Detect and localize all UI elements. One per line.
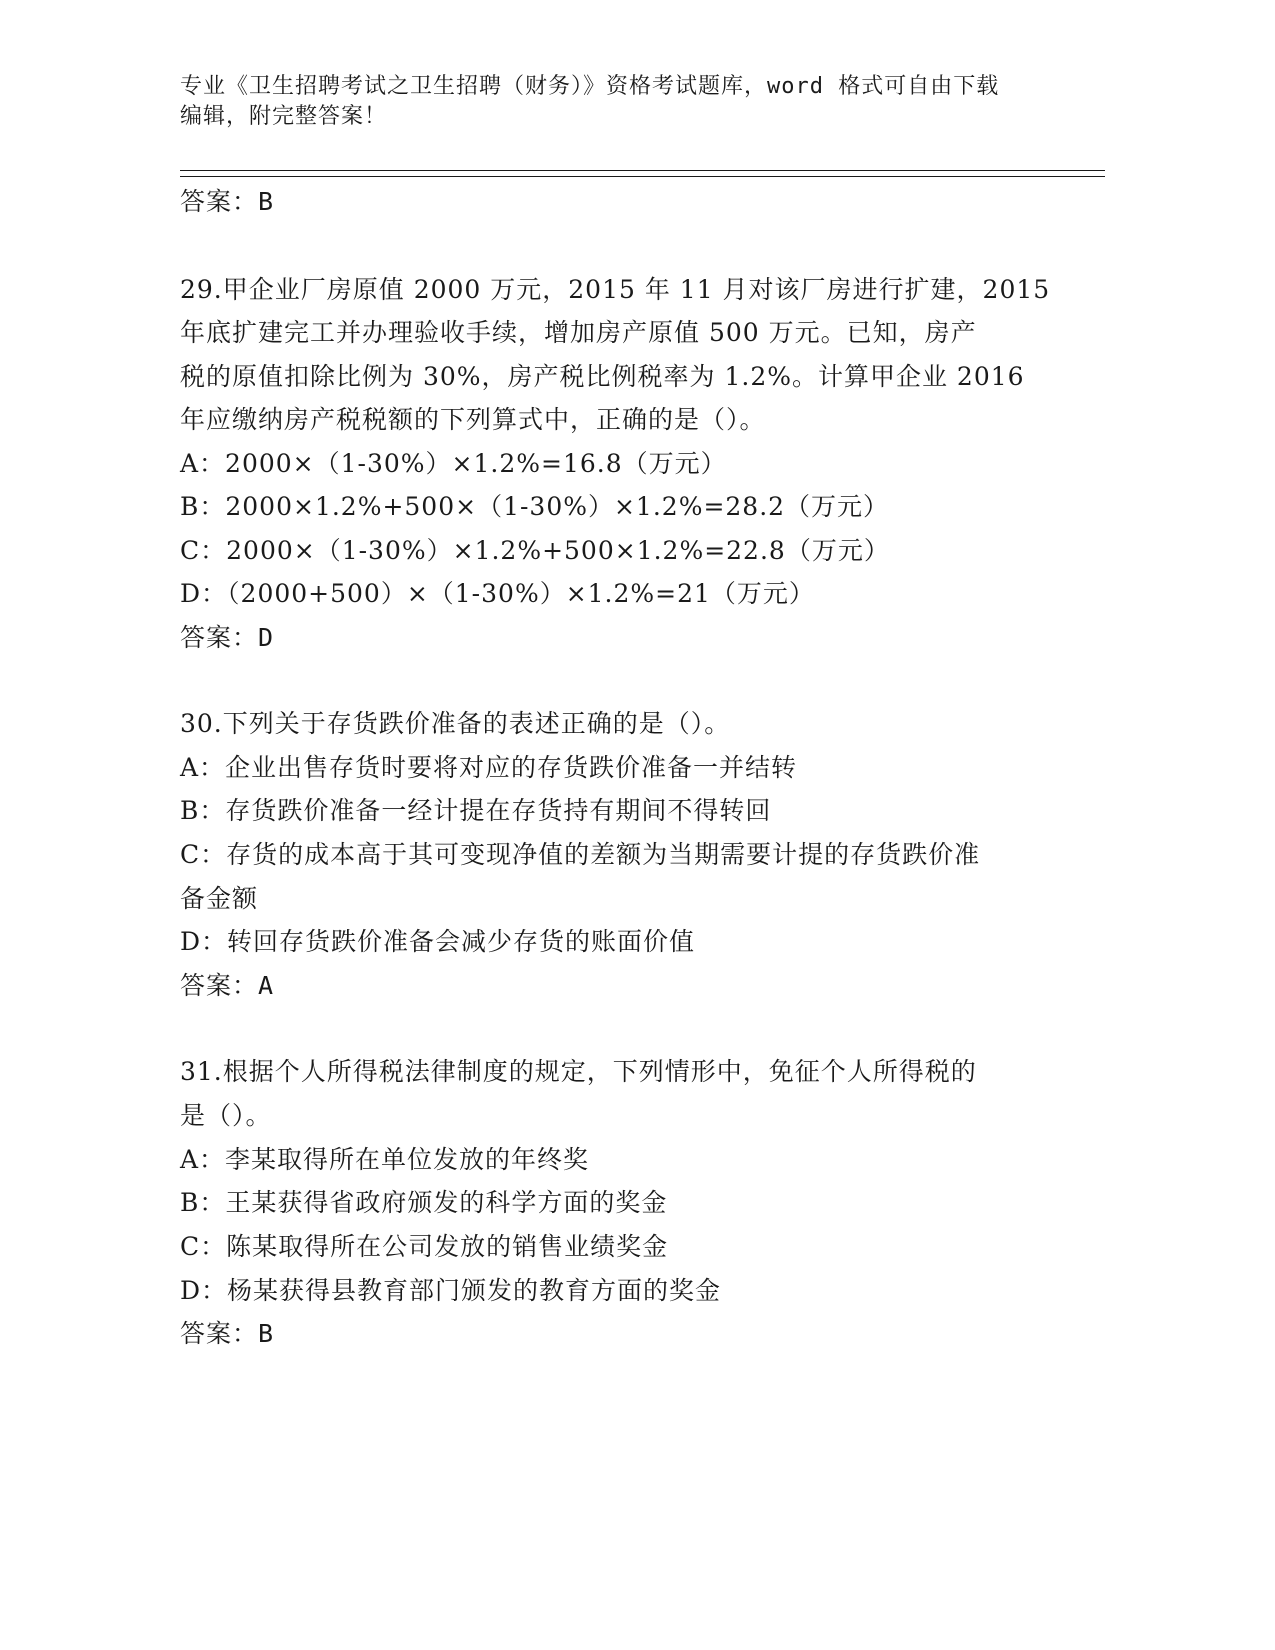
question-29-option-d: D：（2000+500）×（1-30%）×1.2%=21（万元） xyxy=(180,579,815,608)
question-31-option-c: C：陈某取得所在公司发放的销售业绩奖金 xyxy=(180,1232,669,1261)
question-30-option-c-continued: 备金额 xyxy=(180,884,259,913)
question-29-option-c: C：2000×（1-30%）×1.2%+500×1.2%=22.8（万元） xyxy=(180,536,890,565)
document-header xyxy=(180,72,1080,132)
question-29-text-line-2: 年底扩建完工并办理验收手续，增加房产原值 500 万元。已知，房产 xyxy=(180,318,977,347)
question-31-option-d: D：杨某获得县教育部门颁发的教育方面的奖金 xyxy=(180,1276,722,1305)
question-29-text-line-4: 年应缴纳房产税税额的下列算式中，正确的是（）。 xyxy=(180,405,766,434)
answer-q31: 答案：B xyxy=(180,1319,275,1348)
question-30-option-b: B：存货跌价准备一经计提在存货持有期间不得转回 xyxy=(180,796,772,825)
question-30-option-d: D：转回存货跌价准备会减少存货的账面价值 xyxy=(180,927,696,956)
question-30-option-c: C：存货的成本高于其可变现净值的差额为当期需要计提的存货跌价准 xyxy=(180,840,981,869)
header-line-1: 专业《卫生招聘考试之卫生招聘（财务）》资格考试题库，word 格式可自由下载 xyxy=(180,74,1000,99)
question-29-text-line-3: 税的原值扣除比例为 30%，房产税比例税率为 1.2%。计算甲企业 2016 xyxy=(180,362,1025,391)
question-29-option-b: B：2000×1.2%+500×（1-30%）×1.2%=28.2（万元） xyxy=(180,492,890,521)
answer-q29: 答案：D xyxy=(180,623,275,652)
header-line-2: 编辑，附完整答案！ xyxy=(180,104,388,129)
answer-q28: 答案：B xyxy=(180,187,275,216)
question-31-text-line-1: 31.根据个人所得税法律制度的规定，下列情形中，免征个人所得税的 xyxy=(180,1057,977,1086)
question-30-option-a: A：企业出售存货时要将对应的存货跌价准备一并结转 xyxy=(180,753,798,782)
question-29-option-a: A：2000×（1-30%）×1.2%=16.8（万元） xyxy=(180,449,727,478)
question-30-text-line-1: 30.下列关于存货跌价准备的表述正确的是（）。 xyxy=(180,709,731,738)
question-31-option-a: A：李某取得所在单位发放的年终奖 xyxy=(180,1145,590,1174)
header-divider xyxy=(180,170,1105,177)
question-29-text-line-1: 29.甲企业厂房原值 2000 万元，2015 年 11 月对该厂房进行扩建，2015 xyxy=(180,275,1051,304)
answer-q30: 答案：A xyxy=(180,971,275,1000)
question-31-option-b: B：王某获得省政府颁发的科学方面的奖金 xyxy=(180,1188,668,1217)
question-31-text-line-2: 是（）。 xyxy=(180,1101,272,1130)
